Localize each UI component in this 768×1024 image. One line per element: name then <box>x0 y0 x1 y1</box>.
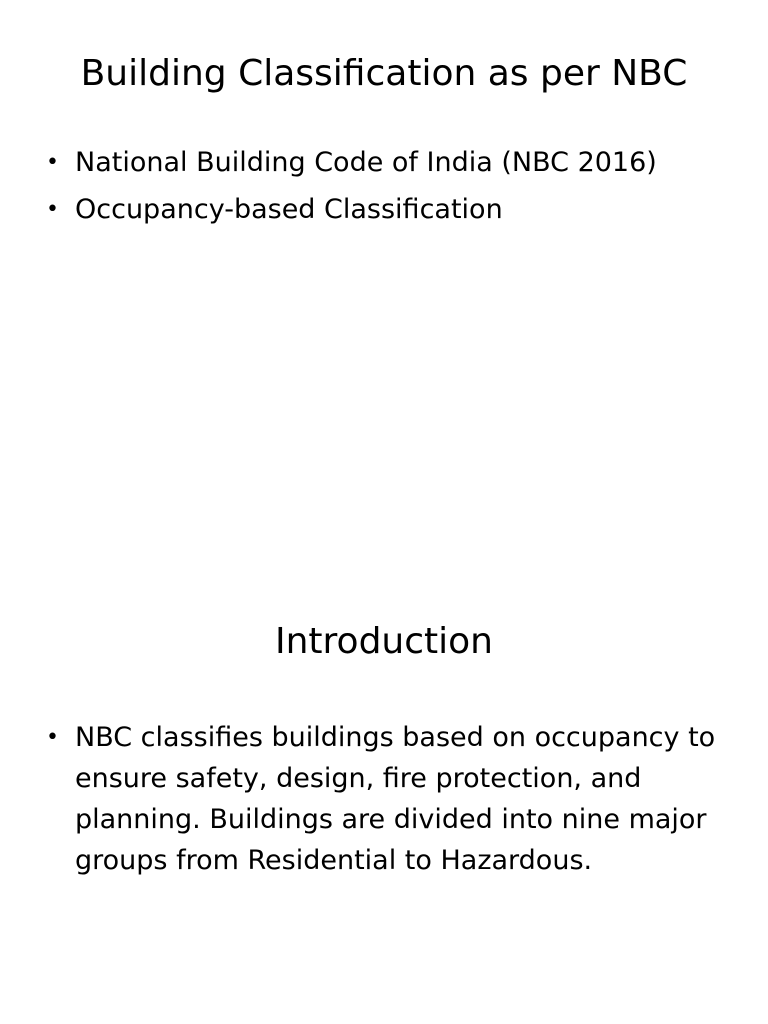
bullet-list <box>46 142 736 236</box>
bullet-text: National Building Code of India (NBC 2016) <box>75 147 657 178</box>
slide-title: Introduction <box>274 621 493 662</box>
bullet-icon: • <box>46 150 59 175</box>
bullet-item <box>46 142 736 183</box>
bullet-icon: • <box>46 725 59 750</box>
slide-title: Building Classification as per NBC <box>80 53 688 94</box>
slide-2 <box>0 576 768 1024</box>
bullet-item <box>46 189 736 230</box>
bullet-list <box>46 717 736 887</box>
bullet-icon: • <box>46 197 59 222</box>
bullet-item <box>46 717 736 881</box>
bullet-text: Occupancy-based Classification <box>75 194 503 225</box>
bullet-text: NBC classifies buildings based on occupancy to ensure safety, design, fire protection, and planning. Buildings are divided into nine major groups from Residential to Hazardous. <box>75 722 716 876</box>
